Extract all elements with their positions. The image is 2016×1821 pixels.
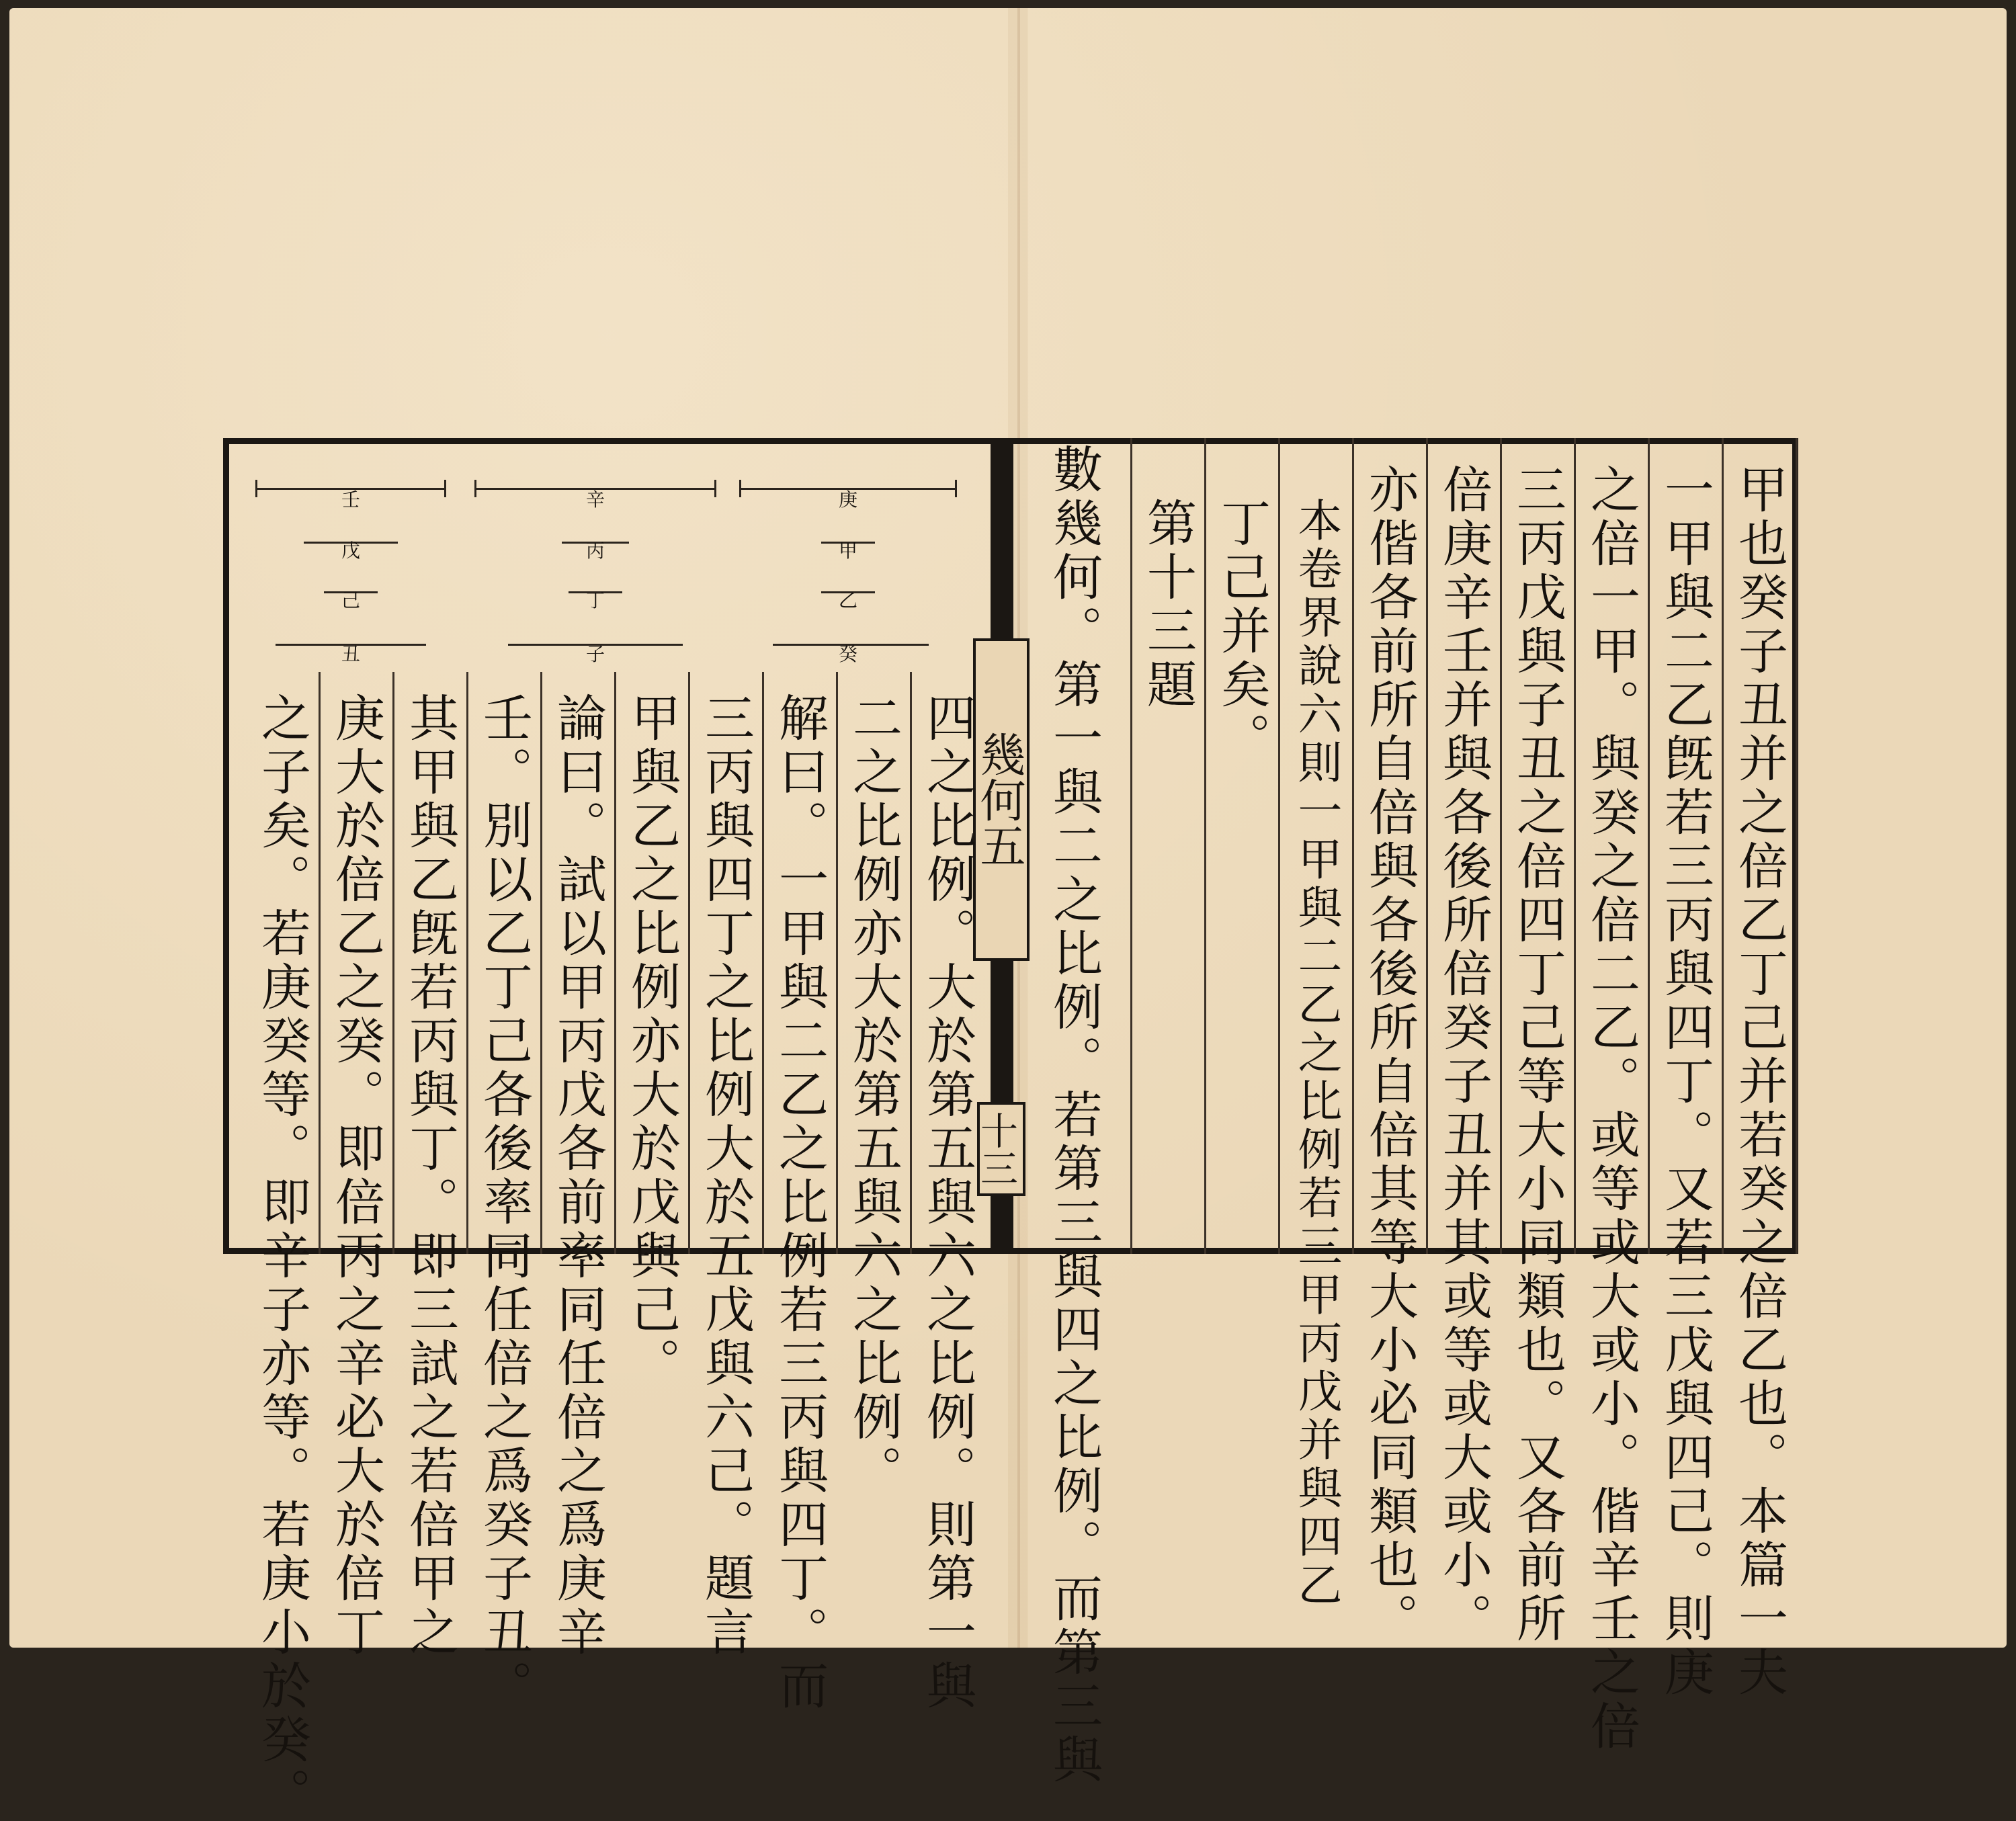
column-rule [392,672,394,1254]
right-column-5: 倍庚辛壬并與各後所倍癸子丑并其或等或大或小。 [1435,464,1493,1646]
left-column-6: 論曰。試以甲丙戊各前率同任倍之爲庚辛 [549,692,607,1660]
left-column-3: 解曰。一甲與二乙之比例若三丙與四丁。而 [771,692,829,1713]
column-rule [1648,438,1650,1254]
tick [955,480,957,497]
column-rule [688,672,690,1254]
column-rule [1204,438,1206,1254]
column-rule [910,672,912,1254]
left-column-7: 壬。別以乙丁己各後率同任倍之爲癸子丑。 [475,692,533,1713]
tick [714,480,716,497]
tick [739,480,741,497]
tick [474,480,476,497]
column-rule [614,672,616,1254]
label-chou: 丑 [341,643,361,665]
right-column-1: 甲也癸子丑并之倍乙丁己并若癸之倍乙也。本篇一夫 [1730,464,1788,1700]
label-ding: 丁 [585,589,605,611]
label-ji: 己 [341,589,361,611]
page-number: 十三 [977,1102,1025,1196]
column-rule [1426,438,1428,1254]
left-column-4: 三丙與四丁之比例大於五戊與六己。題言 [697,692,755,1660]
label-yi: 乙 [838,589,858,611]
right-column-7: 本卷界說六則一甲與二乙之比例若三甲丙戊并與四乙 [1290,497,1342,1610]
left-column-8: 其甲與乙旣若丙與丁。即三試之若倍甲之 [401,692,459,1660]
right-column-3: 之倍一甲。與癸之倍二乙。或等或大或小。偕辛壬之倍 [1583,464,1640,1754]
problem-heading: 第十三題 [1139,497,1197,712]
tick [444,480,446,497]
left-column-2: 二之比例亦大於第五與六之比例。 [845,692,902,1498]
column-rule [319,672,321,1254]
proposition-line: 數幾何。第一與二之比例。若第三與四之比例。而第三與 [1045,443,1103,1787]
column-rule [1574,438,1576,1254]
chapter-title: 幾何五 [973,638,1030,961]
column-rule [1352,438,1354,1254]
column-rule [540,672,542,1254]
right-column-4: 三丙戊與子丑之倍四丁己等大小同類也。又各前所 [1509,464,1566,1646]
column-rule [1722,438,1724,1254]
left-column-5: 甲與乙之比例亦大於戊與己。 [623,692,681,1391]
column-rule [762,672,764,1254]
tick [255,480,257,497]
column-rule [466,672,468,1254]
right-column-6: 亦偕各前所自倍與各後所自倍其等大小必同類也。 [1361,464,1419,1646]
label-gui: 癸 [838,643,858,665]
column-rule [1500,438,1502,1254]
label-geng: 庚 [838,489,858,511]
label-bing: 丙 [585,540,605,562]
left-column-1: 四之比例。大於第五與六之比例。則第一與 [919,692,976,1713]
label-xin: 辛 [585,489,605,511]
column-rule [1130,438,1132,1254]
label-wu: 戊 [341,540,361,562]
label-zi: 子 [585,643,605,665]
column-rule [836,672,838,1254]
label-ren: 壬 [341,489,361,511]
column-rule [1796,438,1798,1254]
right-column-2: 一甲與二乙旣若三丙與四丁。又若三戊與四己。則庚 [1656,464,1714,1700]
left-column-10: 之子矣。若庚癸等。即辛子亦等。若庚小於癸。 [253,692,311,1821]
right-column-8: 丁己并矣。 [1213,497,1271,766]
label-jia: 甲 [838,540,858,562]
left-column-9: 庚大於倍乙之癸。即倍丙之辛必大於倍丁 [327,692,385,1660]
column-rule [1278,438,1280,1254]
